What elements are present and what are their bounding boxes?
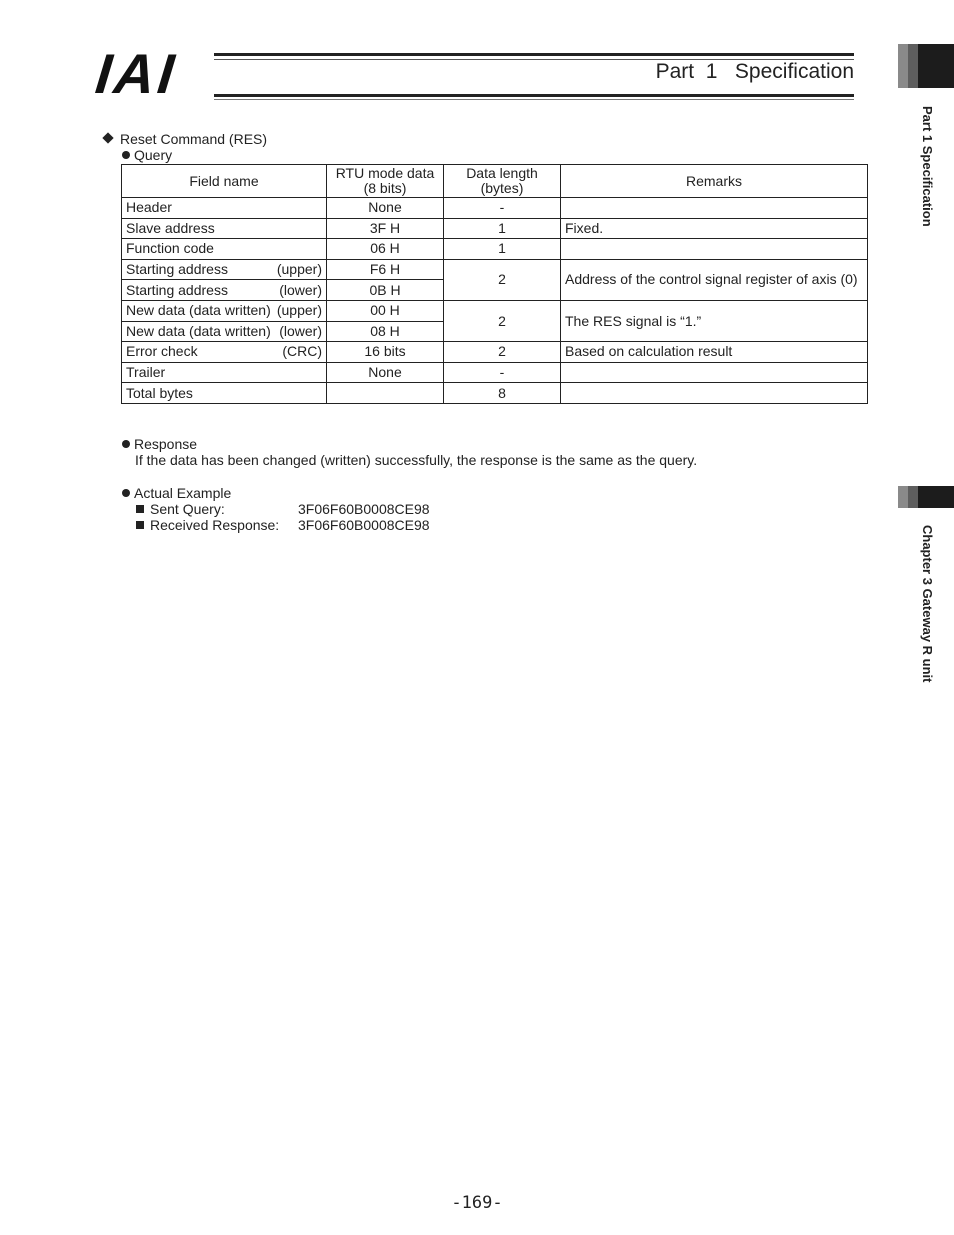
rtu-cell: None	[327, 198, 444, 219]
section-title: Reset Command (RES)	[120, 131, 268, 147]
page-number: -169-	[451, 1193, 503, 1213]
header-rule-bottom-thin	[214, 99, 854, 100]
sent-query-line	[136, 501, 456, 517]
remarks-cell: Address of the control signal register of axis (0)	[561, 259, 868, 300]
length-cell: 1	[444, 218, 561, 239]
circle-bullet-icon	[122, 440, 130, 448]
length-cell: 1	[444, 239, 561, 260]
table-header-row	[122, 165, 868, 198]
table-row	[122, 300, 868, 321]
remarks-cell: Fixed.	[561, 218, 868, 239]
rtu-cell: 06 H	[327, 239, 444, 260]
length-cell: 2	[444, 300, 561, 341]
field-cell: New data (data written) (lower)	[122, 321, 327, 342]
table-row	[122, 198, 868, 219]
length-cell: 2	[444, 259, 561, 300]
table-row	[122, 362, 868, 383]
sent-query-label: Sent Query:	[150, 501, 225, 517]
remarks-cell	[561, 383, 868, 404]
field-cell: Slave address	[122, 218, 327, 239]
table-row	[122, 342, 868, 363]
field-cell: Trailer	[122, 362, 327, 383]
field-cell: Starting address (lower)	[122, 280, 327, 301]
page-title: Part 1 Specification	[655, 60, 854, 83]
length-cell: 2	[444, 342, 561, 363]
rtu-cell: 16 bits	[327, 342, 444, 363]
side-tab-part-label: Part 1 Specification	[920, 106, 935, 227]
side-tab-chapter-marker	[898, 486, 954, 508]
length-cell: -	[444, 362, 561, 383]
sent-query-value: 3F06F60B0008CE98	[298, 501, 430, 517]
header-remarks: Remarks	[561, 165, 868, 198]
field-cell: Function code	[122, 239, 327, 260]
header-rule	[214, 53, 854, 56]
field-cell: Total bytes	[122, 383, 327, 404]
rtu-cell	[327, 383, 444, 404]
query-heading	[122, 147, 172, 163]
iai-logo: IAI	[92, 42, 180, 105]
remarks-cell	[561, 362, 868, 383]
rtu-cell: 3F H	[327, 218, 444, 239]
diamond-bullet-icon	[102, 132, 113, 143]
header-rule-bottom	[214, 94, 854, 97]
rtu-cell: 08 H	[327, 321, 444, 342]
section-heading	[102, 131, 267, 147]
header-field-name: Field name	[122, 165, 327, 198]
remarks-cell	[561, 198, 868, 219]
table-row	[122, 259, 868, 280]
query-table	[121, 164, 868, 404]
rtu-cell: None	[327, 362, 444, 383]
field-cell: Error check (CRC)	[122, 342, 327, 363]
table-row	[122, 218, 868, 239]
circle-bullet-icon	[122, 151, 130, 159]
side-tab-part-marker	[898, 44, 954, 88]
example-label: Actual Example	[134, 485, 232, 501]
table-row	[122, 383, 868, 404]
remarks-cell	[561, 239, 868, 260]
query-label: Query	[134, 147, 173, 163]
length-cell: -	[444, 198, 561, 219]
field-cell: Header	[122, 198, 327, 219]
example-heading	[122, 485, 231, 501]
field-cell: New data (data written) (upper)	[122, 300, 327, 321]
length-cell: 8	[444, 383, 561, 404]
header-rtu: RTU mode data (8 bits)	[327, 165, 444, 198]
response-heading	[122, 436, 197, 452]
side-tab-chapter-label: Chapter 3 Gateway R unit	[920, 525, 935, 683]
received-response-line	[136, 517, 456, 533]
received-response-value: 3F06F60B0008CE98	[298, 517, 430, 533]
response-label: Response	[134, 436, 198, 452]
circle-bullet-icon	[122, 489, 130, 497]
remarks-cell: The RES signal is “1.”	[561, 300, 868, 341]
square-bullet-icon	[136, 521, 144, 529]
rtu-cell: 00 H	[327, 300, 444, 321]
square-bullet-icon	[136, 505, 144, 513]
field-cell: Starting address (upper)	[122, 259, 327, 280]
response-text: If the data has been changed (written) successfully, the response is the same as the query.	[135, 452, 698, 468]
table-row	[122, 239, 868, 260]
received-response-label: Received Response:	[150, 517, 280, 533]
remarks-cell: Based on calculation result	[561, 342, 868, 363]
rtu-cell: 0B H	[327, 280, 444, 301]
header-data-length: Data length (bytes)	[444, 165, 561, 198]
rtu-cell: F6 H	[327, 259, 444, 280]
